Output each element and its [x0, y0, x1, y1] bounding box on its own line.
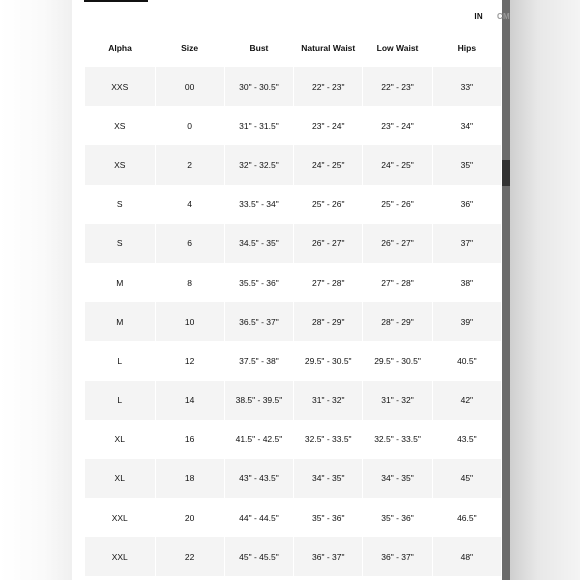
- table-row: [85, 302, 502, 341]
- cell-low-waist: 23" - 24": [363, 106, 432, 145]
- cell-low-waist: 27" - 28": [363, 263, 432, 302]
- cell-bust: 36.5" - 37": [224, 302, 293, 341]
- modal-shadow-edge: [502, 0, 510, 580]
- cell-low-waist: 26" - 27": [363, 224, 432, 263]
- cell-alpha: XXL: [85, 537, 155, 576]
- cell-low-waist: 34" - 35": [363, 459, 432, 498]
- table-row: [85, 381, 502, 420]
- cell-low-waist: 32.5" - 33.5": [363, 420, 432, 459]
- cell-low-waist: 24" - 25": [363, 145, 432, 184]
- table-row: [85, 459, 502, 498]
- cell-low-waist: 31" - 32": [363, 381, 432, 420]
- cell-hips: 34": [432, 106, 501, 145]
- cell-natural-waist: 32.5" - 33.5": [294, 420, 363, 459]
- table-row: [85, 185, 502, 224]
- cell-natural-waist: 34" - 35": [294, 459, 363, 498]
- cell-bust: 41.5" - 42.5": [224, 420, 293, 459]
- cell-alpha: L: [85, 381, 155, 420]
- cell-natural-waist: 27" - 28": [294, 263, 363, 302]
- cell-size: 22: [155, 537, 224, 576]
- cell-alpha: M: [85, 302, 155, 341]
- cell-alpha: XL: [85, 420, 155, 459]
- table-row: [85, 224, 502, 263]
- cell-bust: 33.5" - 34": [224, 185, 293, 224]
- cell-alpha: S: [85, 224, 155, 263]
- cell-bust: 45" - 45.5": [224, 537, 293, 576]
- cell-alpha: XXS: [85, 67, 155, 106]
- cell-size: 20: [155, 498, 224, 537]
- cell-hips: 36": [432, 185, 501, 224]
- column-header-low-waist: Low Waist: [363, 28, 432, 67]
- cell-alpha: L: [85, 341, 155, 380]
- cell-size: 6: [155, 224, 224, 263]
- cell-size: 4: [155, 185, 224, 224]
- unit-cm-option[interactable]: CM: [496, 12, 510, 21]
- table-row: [85, 263, 502, 302]
- cell-size: 00: [155, 67, 224, 106]
- cell-bust: 43" - 43.5": [224, 459, 293, 498]
- cell-low-waist: 29.5" - 30.5": [363, 341, 432, 380]
- cell-alpha: XS: [85, 145, 155, 184]
- cell-alpha: S: [85, 185, 155, 224]
- cell-low-waist: 36" - 37": [363, 537, 432, 576]
- unit-in-option[interactable]: IN: [474, 12, 483, 21]
- column-header-natural-waist: Natural Waist: [294, 28, 363, 67]
- cell-natural-waist: 28" - 29": [294, 302, 363, 341]
- cell-hips: 35": [432, 145, 501, 184]
- active-tab-indicator: [84, 0, 148, 2]
- cell-alpha: XXL: [85, 498, 155, 537]
- cell-low-waist: 28" - 29": [363, 302, 432, 341]
- cell-natural-waist: 31" - 32": [294, 381, 363, 420]
- cell-natural-waist: 25" - 26": [294, 185, 363, 224]
- cell-size: 0: [155, 106, 224, 145]
- cell-bust: 37.5" - 38": [224, 341, 293, 380]
- cell-natural-waist: 26" - 27": [294, 224, 363, 263]
- cell-size: 18: [155, 459, 224, 498]
- cell-hips: 46.5": [432, 498, 501, 537]
- cell-natural-waist: 22" - 23": [294, 67, 363, 106]
- cell-hips: 42": [432, 381, 501, 420]
- table-row: [85, 145, 502, 184]
- cell-natural-waist: 23" - 24": [294, 106, 363, 145]
- cell-hips: 45": [432, 459, 501, 498]
- cell-hips: 33": [432, 67, 501, 106]
- cell-size: 16: [155, 420, 224, 459]
- cell-hips: 38": [432, 263, 501, 302]
- cell-natural-waist: 36" - 37": [294, 537, 363, 576]
- cell-size: 8: [155, 263, 224, 302]
- table-row: [85, 537, 502, 576]
- cell-size: 10: [155, 302, 224, 341]
- cell-bust: 30" - 30.5": [224, 67, 293, 106]
- cell-bust: 38.5" - 39.5": [224, 381, 293, 420]
- column-header-bust: Bust: [224, 28, 293, 67]
- size-chart-table: [85, 28, 502, 576]
- background-button-peek: [502, 160, 510, 186]
- column-header-size: Size: [155, 28, 224, 67]
- table-row: [85, 106, 502, 145]
- unit-toggle: [474, 12, 510, 21]
- cell-low-waist: 25" - 26": [363, 185, 432, 224]
- cell-alpha: M: [85, 263, 155, 302]
- cell-size: 14: [155, 381, 224, 420]
- cell-bust: 44" - 44.5": [224, 498, 293, 537]
- cell-low-waist: 22" - 23": [363, 67, 432, 106]
- table-header-row: [85, 28, 502, 67]
- cell-hips: 39": [432, 302, 501, 341]
- cell-natural-waist: 29.5" - 30.5": [294, 341, 363, 380]
- cell-alpha: XS: [85, 106, 155, 145]
- table-row: [85, 341, 502, 380]
- cell-bust: 32" - 32.5": [224, 145, 293, 184]
- cell-hips: 37": [432, 224, 501, 263]
- cell-alpha: XL: [85, 459, 155, 498]
- cell-bust: 34.5" - 35": [224, 224, 293, 263]
- cell-hips: 40.5": [432, 341, 501, 380]
- column-header-alpha: Alpha: [85, 28, 155, 67]
- cell-natural-waist: 24" - 25": [294, 145, 363, 184]
- table-row: [85, 67, 502, 106]
- cell-size: 12: [155, 341, 224, 380]
- cell-bust: 31" - 31.5": [224, 106, 293, 145]
- cell-hips: 43.5": [432, 420, 501, 459]
- table-row: [85, 498, 502, 537]
- cell-hips: 48": [432, 537, 501, 576]
- cell-natural-waist: 35" - 36": [294, 498, 363, 537]
- size-chart-modal: [72, 0, 510, 580]
- page-background-right: [510, 0, 580, 580]
- column-header-hips: Hips: [432, 28, 501, 67]
- size-chart-body: [85, 67, 502, 576]
- cell-bust: 35.5" - 36": [224, 263, 293, 302]
- page-background-left: [0, 0, 72, 580]
- cell-low-waist: 35" - 36": [363, 498, 432, 537]
- table-row: [85, 420, 502, 459]
- cell-size: 2: [155, 145, 224, 184]
